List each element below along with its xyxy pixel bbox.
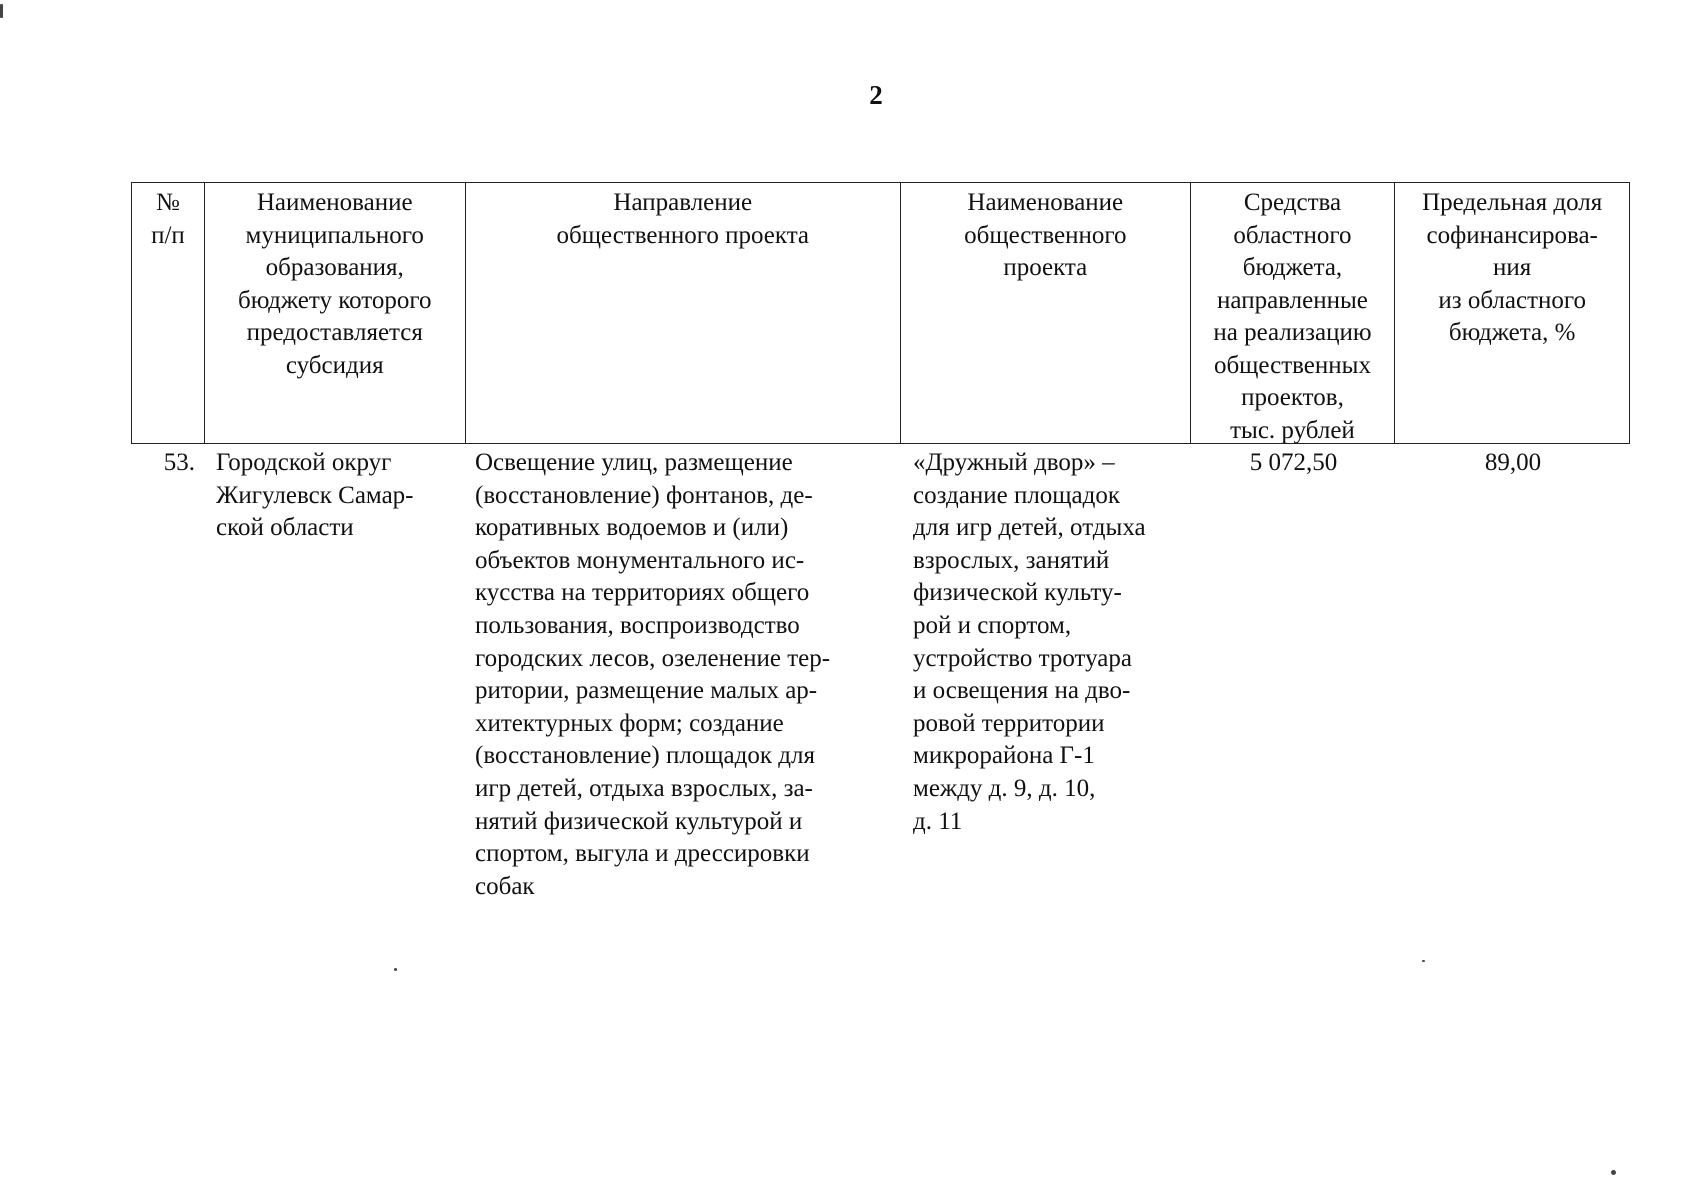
header-line: Наименование xyxy=(256,189,413,216)
header-line: субсидия xyxy=(285,351,384,379)
cell-line: д. 11 xyxy=(913,807,963,835)
header-line: муниципального xyxy=(245,221,424,249)
row-direction xyxy=(465,445,901,903)
cell-line: Жигулевск Самар- xyxy=(216,481,414,509)
cell-line: ритории, размещение малых ар- xyxy=(475,677,818,705)
header-line: бюджета, xyxy=(1242,254,1343,281)
header-line: бюджету которого xyxy=(237,286,432,314)
cell-line: пользования, воспроизводство xyxy=(475,611,800,639)
cell-line: нятий физической культурой и xyxy=(475,807,803,835)
header-line: Предельная доля xyxy=(1422,189,1603,216)
row-number-text: 53. xyxy=(163,449,195,476)
header-line: ния xyxy=(1493,254,1532,281)
cell-line: хитектурных форм; создание xyxy=(475,709,784,737)
header-share xyxy=(1395,183,1629,443)
header-line: Наименование xyxy=(967,189,1124,216)
cell-line: микрорайона Г-1 xyxy=(913,742,1095,770)
header-line: общественного проекта xyxy=(556,221,810,249)
cell-line: (восстановление) площадок для xyxy=(475,742,815,770)
cell-line: Городской округ xyxy=(216,449,392,476)
cell-line: спортом, выгула и дрессировки xyxy=(475,840,810,868)
header-line: Направление xyxy=(613,189,753,216)
header-number xyxy=(132,183,205,443)
header-line: предоставляется xyxy=(246,319,423,346)
page-number: 2 xyxy=(869,80,883,110)
cell-line: (восстановление) фонтанов, де- xyxy=(475,481,813,509)
table-header xyxy=(131,182,1630,444)
header-project-name xyxy=(901,183,1191,443)
row-project-name xyxy=(901,445,1191,903)
scan-speck xyxy=(1611,1170,1616,1175)
row-number xyxy=(131,445,204,903)
header-line: из областного xyxy=(1438,286,1587,314)
cell-line: для игр детей, отдыха xyxy=(913,514,1146,542)
header-direction xyxy=(466,183,901,443)
header-line: тыс. рублей xyxy=(1230,416,1355,443)
cell-line: объектов монументального ис- xyxy=(475,546,805,574)
header-line: областного xyxy=(1233,221,1352,249)
cell-line: и освещения на дво- xyxy=(913,677,1131,705)
header-line: общественных xyxy=(1213,351,1371,379)
header-municipality xyxy=(205,183,466,443)
scan-speck xyxy=(394,968,397,971)
cell-line: «Дружный двор» – xyxy=(913,449,1115,476)
cell-line: физической культу- xyxy=(913,579,1122,607)
funds-value: 5 072,50 xyxy=(1249,449,1338,476)
row-funds xyxy=(1191,445,1396,903)
scan-speck xyxy=(0,4,3,18)
cell-line: кусства на территориях общего xyxy=(475,579,810,607)
header-line: общественного xyxy=(964,221,1127,249)
cell-line: коративных водоемов и (или) xyxy=(475,514,789,542)
cell-line: Освещение улиц, размещение xyxy=(475,449,793,476)
row-municipality xyxy=(204,445,465,903)
cell-line: создание площадок xyxy=(913,481,1121,509)
cell-line: ровой территории xyxy=(913,709,1105,737)
table-row xyxy=(131,445,1630,903)
header-line: софинансирова- xyxy=(1426,221,1598,249)
header-line: № xyxy=(156,189,180,216)
cell-line: городских лесов, озеленение тер- xyxy=(475,644,831,672)
cell-line: взрослых, занятий xyxy=(913,546,1110,574)
header-line: Средства xyxy=(1243,189,1342,216)
cell-line: игр детей, отдыха взрослых, за- xyxy=(475,774,813,802)
row-share xyxy=(1396,445,1630,903)
cell-line: устройство тротуара xyxy=(913,644,1132,672)
header-line: проектов, xyxy=(1241,384,1344,411)
header-line: образования, xyxy=(265,254,404,281)
header-line: проекта xyxy=(1003,254,1088,281)
cell-line: ской области xyxy=(216,514,354,542)
header-line: на реализацию xyxy=(1213,319,1372,346)
header-funds xyxy=(1191,183,1396,443)
scan-speck xyxy=(1422,960,1425,962)
cell-line: собак xyxy=(475,872,535,900)
header-line: п/п xyxy=(151,221,185,249)
cell-line: рой и спортом, xyxy=(913,611,1072,639)
share-value: 89,00 xyxy=(1484,449,1542,476)
header-line: направленные xyxy=(1217,286,1368,314)
cell-line: между д. 9, д. 10, xyxy=(913,774,1096,802)
header-line: бюджета, % xyxy=(1448,319,1576,346)
